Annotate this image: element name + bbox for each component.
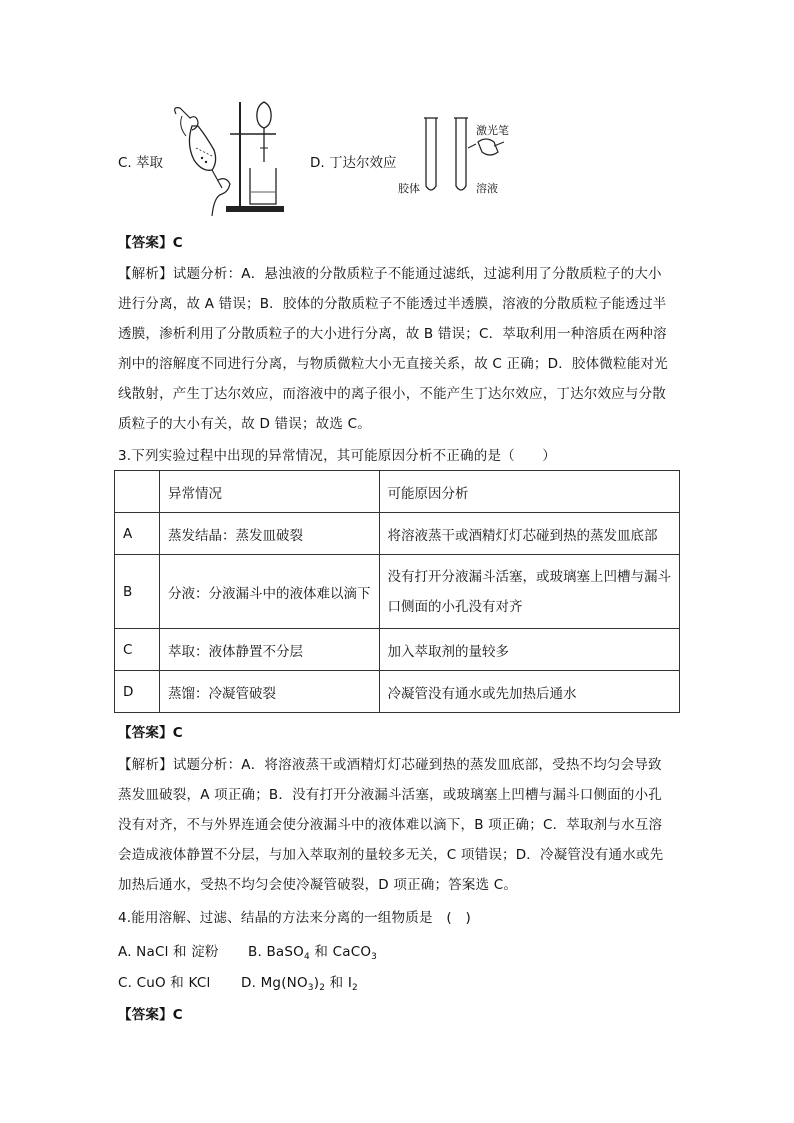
- q2-answer: 【答案】C: [118, 235, 183, 251]
- q2-analysis-line: 【解析】试题分析：A．悬浊液的分散质粒子不能通过滤纸，过滤利用了分散质粒子的大小: [118, 266, 662, 282]
- laser-label: 激光笔: [476, 124, 509, 137]
- q4-option-d-text: D. Mg(NO: [241, 975, 308, 991]
- q4-option-d: [241, 971, 358, 991]
- q2-analysis-line: 剂中的溶解度不同进行分离，与物质微粒大小无直接关系，故 C 正确；D．胶体微粒能对光: [118, 356, 668, 372]
- q4-option-c: C. CuO 和 KCl: [118, 975, 211, 991]
- table-cell-reason: [379, 555, 680, 629]
- table-row: [115, 555, 680, 629]
- option-d-label: D. 丁达尔效应: [310, 155, 397, 171]
- q3-table: [114, 470, 680, 713]
- q4-question: 4.能用溶解、过滤、结晶的方法来分离的一组物质是 ( ): [118, 910, 472, 926]
- table-cell-option: B: [115, 555, 160, 629]
- q3-analysis-line: 加热后通水，受热不均匀会使冷凝管破裂，D 项正确；答案选 C。: [118, 877, 518, 893]
- colloid-label: 胶体: [398, 182, 420, 195]
- q3-question: 3.下列实验过程中出现的异常情况，其可能原因分析不正确的是（ ）: [118, 448, 556, 464]
- table-cell-option: A: [115, 513, 160, 555]
- q4-option-d-text: ): [313, 975, 320, 991]
- q4-option-b-sub: 4: [303, 952, 310, 962]
- q4-option-b-sub: 3: [371, 952, 378, 962]
- table-header-cell: [115, 471, 160, 513]
- table-cell-option: C: [115, 629, 160, 671]
- q2-analysis-line: 质粒子的大小有关，故 D 错误；故选 C。: [118, 416, 371, 432]
- q4-option-a: A. NaCl 和 淀粉: [118, 944, 219, 960]
- q4-option-d-sub: 3: [307, 983, 314, 993]
- q3-analysis-line: 【解析】试题分析：A．将溶液蒸干或酒精灯灯芯碰到热的蒸发皿底部，受热不均匀会导致: [118, 757, 662, 773]
- table-header-row: [115, 471, 680, 513]
- table-row: [115, 629, 680, 671]
- q2-analysis-line: 进行分离，故 A 错误；B．胶体的分散质粒子不能透过半透膜，溶液的分散质粒子能透过半: [118, 296, 667, 312]
- reason-text: 冷凝管没有通水或先加热后通水: [387, 685, 577, 702]
- reason-text: 将溶液蒸干或酒精灯灯芯碰到热的蒸发皿底部: [387, 527, 658, 544]
- q4-option-b-text: B. BaSO: [248, 944, 304, 960]
- solution-label: 溶液: [476, 182, 498, 195]
- table-cell-issue: 萃取：液体静置不分层: [160, 629, 380, 671]
- q4-option-d-sub: 2: [319, 983, 326, 993]
- q4-option-d-text: 和 I: [325, 975, 353, 991]
- table-header-cell: 异常情况: [160, 471, 380, 513]
- table-row: [115, 513, 680, 555]
- table-row: [115, 671, 680, 713]
- table-cell-issue: 分液：分液漏斗中的液体难以滴下: [160, 555, 380, 629]
- table-header-cell: 可能原因分析: [379, 471, 680, 513]
- reason-text: 口侧面的小孔没有对齐: [387, 598, 523, 615]
- q4-option-d-sub: 2: [352, 983, 358, 993]
- q4-option-b: [248, 940, 377, 960]
- table-cell-reason: [379, 629, 680, 671]
- q3-analysis-line: 蒸发皿破裂，A 项正确；B．没有打开分液漏斗活塞，或玻璃塞上凹槽与漏斗口侧面的小孔: [118, 787, 662, 803]
- q3-analysis-line: 会造成液体静置不分层，与加入萃取剂的量较多无关，C 项错误；D．冷凝管没有通水或先: [118, 847, 664, 863]
- table-cell-issue: 蒸发结晶：蒸发皿破裂: [160, 513, 380, 555]
- q4-option-b-text: 和 CaCO: [309, 944, 372, 960]
- q4-answer: 【答案】C: [118, 1007, 183, 1023]
- table-cell-reason: [379, 513, 680, 555]
- q3-answer: 【答案】C: [118, 725, 183, 741]
- table-cell-option: D: [115, 671, 160, 713]
- q3-analysis-line: 没有对齐，不与外界连通会使分液漏斗中的液体难以滴下，B 项正确；C．萃取剂与水互溶: [118, 817, 663, 833]
- extraction-figure: [168, 96, 288, 222]
- table-cell-reason: [379, 671, 680, 713]
- option-c-label: C. 萃取: [118, 155, 164, 171]
- q2-analysis-line: 透膜，渗析利用了分散质粒子的大小进行分离，故 B 错误；C．萃取利用一种溶质在两种溶: [118, 326, 667, 342]
- table-cell-issue: 蒸馏：冷凝管破裂: [160, 671, 380, 713]
- reason-text: 没有打开分液漏斗活塞，或玻璃塞上凹槽与漏斗: [387, 568, 671, 585]
- reason-text: 加入萃取剂的量较多: [387, 643, 509, 660]
- q2-analysis-line: 线散射，产生丁达尔效应，而溶液中的离子很小，不能产生丁达尔效应，丁达尔效应与分散: [118, 386, 666, 402]
